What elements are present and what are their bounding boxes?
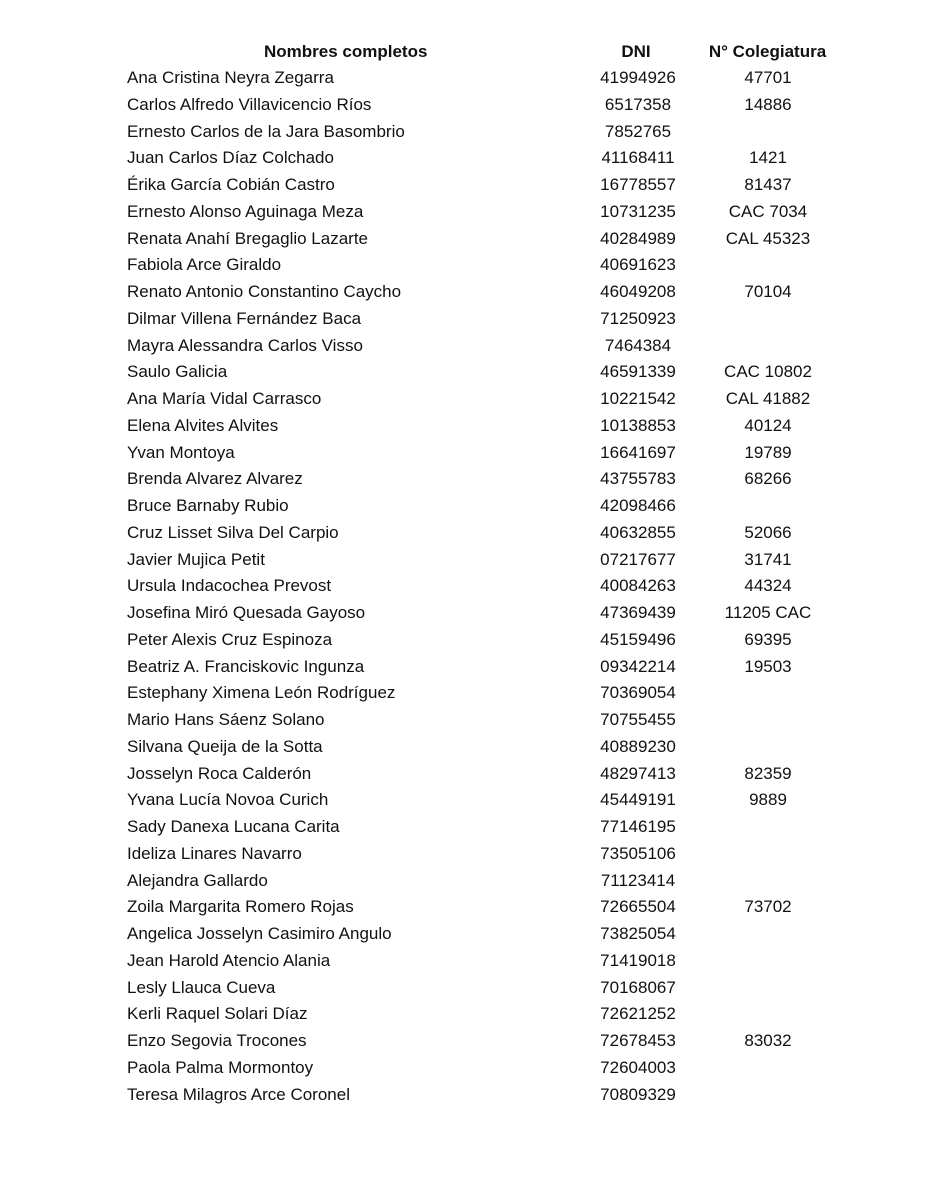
row-colegiatura: 68266: [744, 469, 792, 489]
row-name: Angelica Josselyn Casimiro Angulo: [127, 924, 392, 943]
row-name: Ernesto Alonso Aguinaga Meza: [127, 201, 364, 221]
row-colegiatura: 1421: [749, 148, 787, 168]
table-row: [0, 628, 925, 655]
header-dni: DNI: [621, 42, 651, 61]
row-dni: 6517358: [604, 94, 672, 114]
row-dni: 47369439: [600, 603, 676, 622]
header-colegiatura: N° Colegiatura: [708, 42, 827, 61]
row-dni: 40632855: [600, 522, 676, 542]
row-dni: 70809329: [600, 1084, 676, 1104]
table-row: [0, 146, 925, 173]
row-dni: 10731235: [600, 201, 676, 221]
table-row: [0, 253, 925, 280]
row-name: Dilmar Villena Fernández Baca: [127, 308, 362, 328]
table-row: [0, 922, 925, 949]
row-name: Carlos Alfredo Villavicencio Ríos: [127, 94, 372, 114]
table-row: [0, 1029, 925, 1056]
row-dni: 71250923: [600, 308, 676, 328]
row-dni: 77146195: [600, 817, 676, 836]
table-row: [0, 120, 925, 147]
table-row: [0, 66, 925, 93]
row-name: Bruce Barnaby Rubio: [127, 496, 289, 515]
row-dni: 70755455: [600, 710, 676, 729]
row-name: Peter Alexis Cruz Espinoza: [127, 629, 333, 649]
table-body: [0, 66, 925, 1109]
table-row: [0, 762, 925, 789]
row-dni: 42098466: [600, 496, 676, 515]
table-row: [0, 173, 925, 200]
row-name: Ana María Vidal Carrasco: [127, 389, 322, 408]
row-colegiatura: 31741: [744, 549, 792, 569]
table-row: [0, 601, 925, 628]
row-name: Fabiola Arce Giraldo: [127, 255, 282, 275]
table-row: [0, 655, 925, 682]
row-name: Teresa Milagros Arce Coronel: [127, 1084, 350, 1104]
row-name: Ursula Indacochea Prevost: [127, 576, 332, 596]
row-dni: 48297413: [600, 763, 676, 783]
row-name: Paola Palma Mormontoy: [127, 1057, 314, 1077]
row-dni: 41994926: [600, 68, 676, 87]
table-row: [0, 1002, 925, 1029]
row-colegiatura: 73702: [744, 897, 792, 917]
row-dni: 41168411: [601, 148, 675, 168]
row-dni: 70369054: [600, 683, 676, 703]
row-colegiatura: CAL 41882: [725, 389, 811, 408]
row-dni: 16778557: [600, 175, 676, 194]
row-name: Juan Carlos Díaz Colchado: [127, 148, 334, 168]
table-row: [0, 815, 925, 842]
row-dni: 46049208: [600, 282, 676, 301]
row-name: Zoila Margarita Romero Rojas: [127, 897, 354, 917]
table-row: [0, 200, 925, 227]
header-name: Nombres completos: [264, 42, 428, 61]
row-dni: 40084263: [600, 576, 676, 596]
row-name: Estephany Ximena León Rodríguez: [127, 683, 396, 703]
row-dni: 40284989: [600, 228, 676, 248]
row-name: Yvan Montoya: [127, 442, 235, 462]
row-dni: 45449191: [600, 790, 676, 810]
row-name: Ideliza Linares Navarro: [127, 843, 302, 863]
table-row: [0, 387, 925, 414]
table-row: [0, 681, 925, 708]
row-colegiatura: 19503: [744, 656, 792, 676]
table-row: [0, 334, 925, 361]
table-row: [0, 735, 925, 762]
row-colegiatura: 40124: [744, 415, 792, 435]
row-dni: 09342214: [600, 656, 676, 676]
table-row: [0, 708, 925, 735]
table-row: [0, 280, 925, 307]
row-name: Jean Harold Atencio Alania: [127, 950, 331, 970]
row-dni: 72678453: [600, 1031, 676, 1050]
table-row: [0, 494, 925, 521]
row-dni: 16641697: [600, 442, 676, 462]
table-row: [0, 1056, 925, 1083]
table-row: [0, 227, 925, 254]
row-name: Renato Antonio Constantino Caycho: [127, 282, 402, 301]
row-colegiatura: 52066: [744, 522, 792, 542]
row-dni: 70168067: [600, 977, 676, 997]
row-name: Mayra Alessandra Carlos Visso: [127, 335, 363, 355]
table-row: [0, 976, 925, 1003]
row-colegiatura: 69395: [744, 629, 792, 649]
table-row: [0, 574, 925, 601]
row-name: Lesly Llauca Cueva: [127, 977, 276, 997]
row-dni: 72621252: [600, 1004, 676, 1024]
row-dni: 40691623: [600, 255, 676, 275]
row-colegiatura: 83032: [744, 1031, 792, 1050]
row-colegiatura: CAC 10802: [724, 362, 812, 382]
row-dni: 45159496: [600, 629, 676, 649]
row-colegiatura: 14886: [744, 94, 792, 114]
row-colegiatura: 44324: [744, 576, 792, 596]
row-dni: 7852765: [604, 121, 672, 141]
row-colegiatura: 47701: [744, 68, 792, 87]
row-colegiatura: CAL 45323: [725, 228, 811, 248]
row-dni: 73505106: [600, 843, 676, 863]
table-row: [0, 842, 925, 869]
row-dni: 10138853: [600, 415, 676, 435]
row-colegiatura: CAC 7034: [728, 201, 808, 221]
row-name: Cruz Lisset Silva Del Carpio: [127, 522, 339, 542]
row-dni: 43755783: [600, 469, 676, 489]
row-name: Renata Anahí Bregaglio Lazarte: [127, 228, 369, 248]
row-colegiatura: 9889: [749, 790, 787, 810]
table-row: [0, 441, 925, 468]
row-dni: 40889230: [600, 736, 676, 756]
row-name: Yvana Lucía Novoa Curich: [127, 790, 329, 810]
row-colegiatura: 70104: [744, 282, 792, 301]
row-name: Beatriz A. Franciskovic Ingunza: [127, 656, 365, 676]
row-dni: 71419018: [600, 950, 676, 970]
row-name: Josefina Miró Quesada Gayoso: [127, 603, 366, 622]
row-dni: 46591339: [600, 362, 676, 382]
row-dni: 07217677: [600, 549, 676, 569]
row-name: Kerli Raquel Solari Díaz: [127, 1004, 308, 1024]
row-name: Brenda Alvarez Alvarez: [127, 469, 303, 489]
row-colegiatura: 11205 CAC: [724, 603, 812, 622]
row-name: Elena Alvites Alvites: [127, 415, 279, 435]
row-name: Sady Danexa Lucana Carita: [127, 817, 340, 836]
row-name: Javier Mujica Petit: [127, 549, 265, 569]
table-row: [0, 788, 925, 815]
table-row: [0, 895, 925, 922]
row-name: Mario Hans Sáenz Solano: [127, 710, 325, 729]
row-name: Érika García Cobián Castro: [127, 175, 335, 194]
table-row: [0, 414, 925, 441]
row-name: Alejandra Gallardo: [127, 870, 268, 890]
row-name: Saulo Galicia: [127, 362, 228, 382]
table-row: [0, 360, 925, 387]
row-dni: 72665504: [600, 897, 676, 917]
row-name: Josselyn Roca Calderón: [127, 763, 312, 783]
table-row: [0, 1083, 925, 1110]
table-row: [0, 467, 925, 494]
row-dni: 72604003: [600, 1057, 676, 1077]
row-name: Enzo Segovia Trocones: [127, 1031, 307, 1050]
table-row: [0, 307, 925, 334]
row-colegiatura: 82359: [744, 763, 792, 783]
table-row: [0, 548, 925, 575]
table-row: [0, 93, 925, 120]
table-row: [0, 869, 925, 896]
table-row: [0, 949, 925, 976]
row-colegiatura: 19789: [744, 442, 792, 462]
row-dni: 7464384: [604, 335, 672, 355]
row-name: Ana Cristina Neyra Zegarra: [127, 68, 334, 87]
row-name: Silvana Queija de la Sotta: [127, 736, 323, 756]
row-dni: 10221542: [600, 389, 676, 408]
row-dni: 73825054: [600, 924, 676, 943]
row-dni: 71123414: [600, 870, 676, 890]
table-row: [0, 521, 925, 548]
row-colegiatura: 81437: [744, 175, 792, 194]
row-name: Ernesto Carlos de la Jara Basombrio: [127, 121, 405, 141]
table-header: [0, 38, 925, 66]
